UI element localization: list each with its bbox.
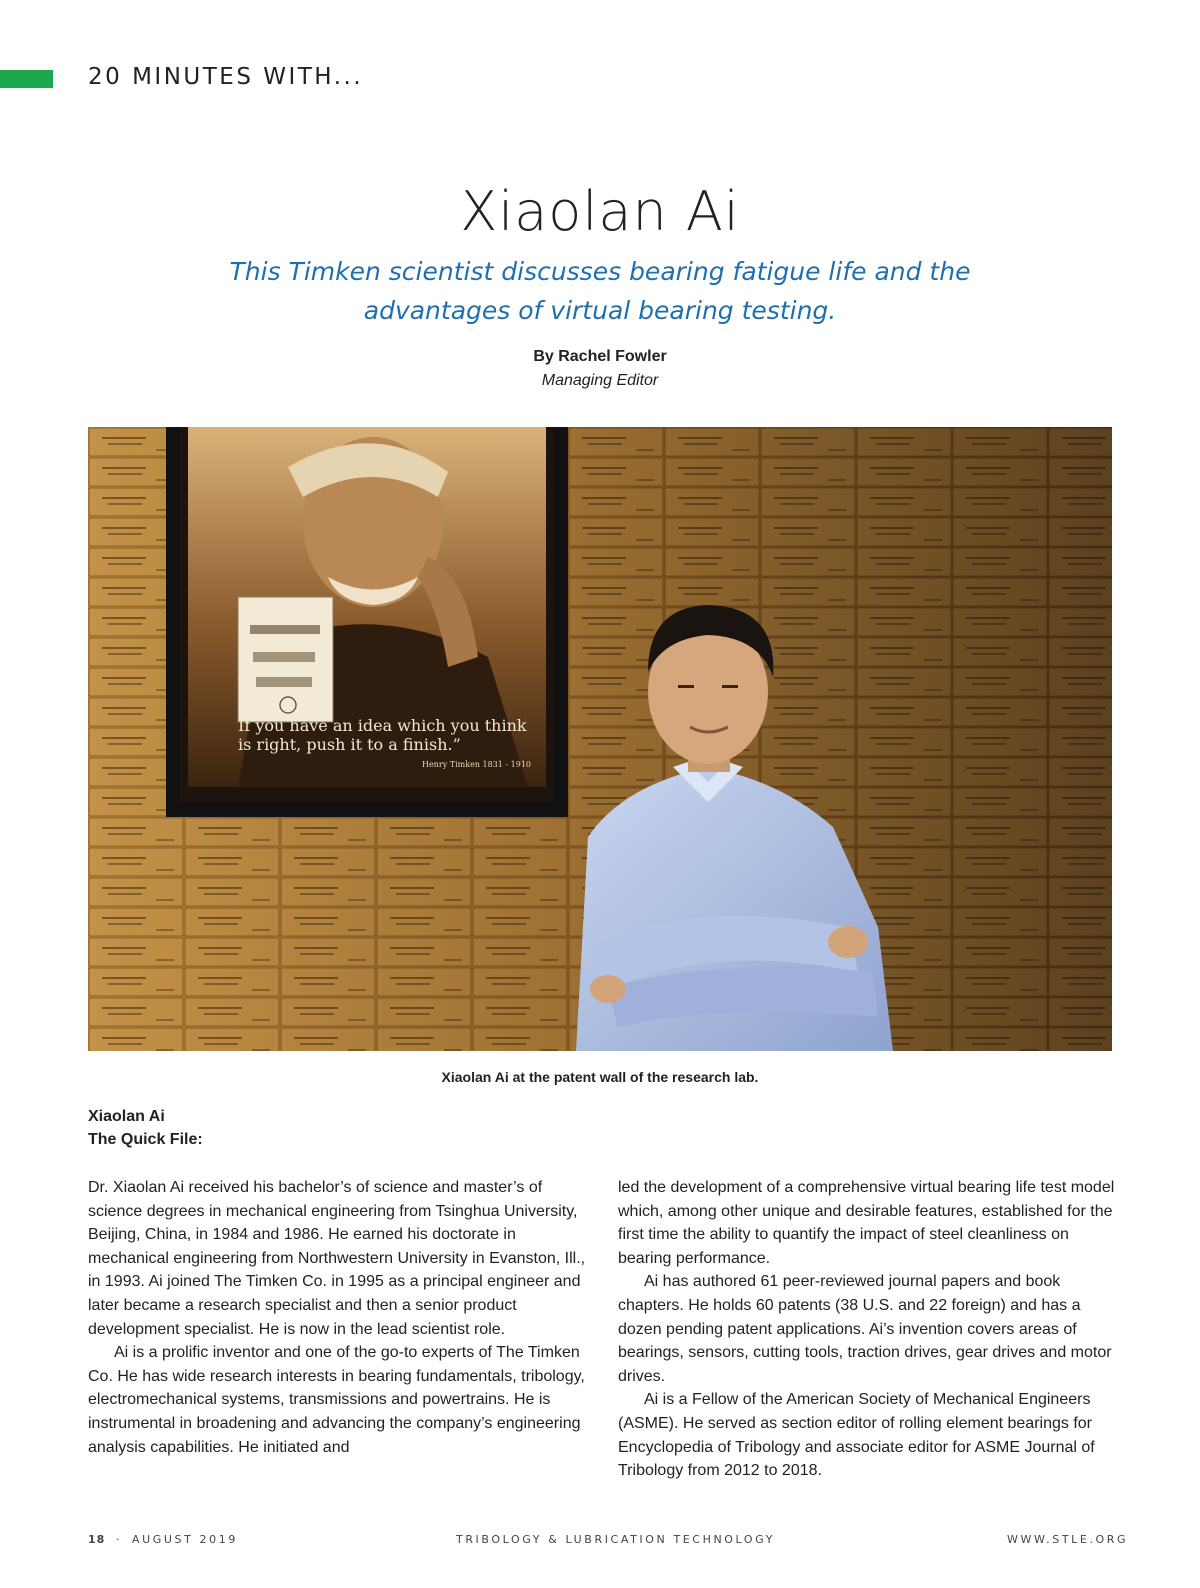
frame-attribution: Henry Timken 1831 - 1910 [422,760,532,769]
frame-quote-line2: is right, push it to a finish.” [238,735,461,754]
quick-file-label: The Quick File: [88,1131,203,1148]
magazine-name: TRIBOLOGY & LUBRICATION TECHNOLOGY [456,1533,776,1546]
body-paragraph: Dr. Xiaolan Ai received his bachelor’s of science and master’s of science degrees in mechanical engineering from Tsinghua University, Beijing, China, in 1984 and 1986. He earned his doctorate in mechanical engineering from Northwestern University in Evanston, Ill., in 1993. Ai joined The Timken Co. in 1995 as a principal engineer and later became a research specialist and then a senior product development specialist. He is now in the lead scientist role. [88,1179,586,1338]
section-label: 20 MINUTES WITH... [88,64,364,90]
body-paragraph: Ai is a Fellow of the American Society of Mechanical Engineers (ASME). He served as section editor of rolling element bearings for Encyclopedia of Tribology and associate editor for ASME Journal of Tribology from 2012 to 2018. [618,1391,1095,1480]
body-column-right [618,1176,1123,1483]
byline-role: Managing Editor [541,372,659,389]
body-paragraph: Ai is a prolific inventor and one of the go-to experts of The Timken Co. He has wide research interests in bearing fundamentals, tribology, electromechanical systems, transmissions and powertrains. He is instrumental in broadening and advancing the company’s engineering analysis capabilities. He initiated and [88,1344,585,1456]
issue-date: AUGUST 2019 [132,1533,238,1546]
article-dek: This Timken scientist discusses bearing fatigue life and the advantages of virtual bearing testing. [229,257,971,325]
frame-quote-line1: If you have an idea which you think [238,716,527,735]
article-title: Xiaolan Ai [460,180,740,243]
body-paragraph: led the development of a comprehensive virtual bearing life test model which, among other unique and desirable features, established for the first time the ability to quantify the impact of steel cleanliness on bearing performance. [618,1179,1115,1267]
feature-photo [88,427,1112,1051]
body-paragraph: Ai has authored 61 peer-reviewed journal papers and book chapters. He holds 60 patents (38 U.S. and 22 foreign) and has a dozen pending patent applications. Ai’s invention covers areas of bearings, sensors, cutting tools, traction drives, gear drives and motor drives. [618,1273,1112,1385]
body-column-left [88,1176,590,1459]
quick-file-name: Xiaolan Ai [88,1108,165,1125]
page-number: 18 [88,1533,106,1546]
photo-caption: Xiaolan Ai at the patent wall of the research lab. [441,1069,759,1085]
footer-separator: · [116,1533,123,1546]
website-url: WWW.STLE.ORG [1007,1533,1129,1546]
section-accent-bar [0,70,53,88]
byline-author: By Rachel Fowler [533,348,667,365]
framed-portrait [166,427,568,817]
